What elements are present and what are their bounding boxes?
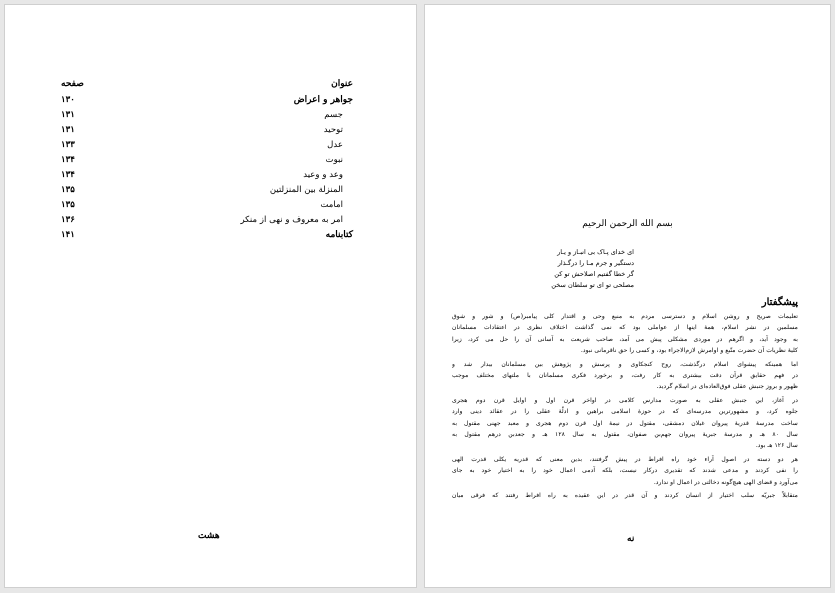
right-page <box>424 4 831 588</box>
poem-line: دستگیر و جرم مـا را درگـذار <box>557 259 634 267</box>
text-line: در فهم حقایق قرآن دقت بیشتری به کار رفت، و برخورد فکری مسلمانان با ملتهای مختلف موجب <box>452 372 798 380</box>
toc-entry <box>61 155 353 170</box>
poem-line: گر خطا گفتیم اصلاحش تو کن <box>554 270 634 278</box>
opening-poem <box>484 247 634 291</box>
left-page <box>4 4 417 588</box>
toc-entry <box>61 200 353 215</box>
text-line: مسلمین در نشر اسلام، همهٔ اینها از عواملی بود که نمی گذاشت اختلاف نظری در اعتقادات مسلمانان <box>452 324 798 332</box>
toc-entry-title: جواهر و اعراض <box>293 95 353 105</box>
text-line: در آغاز، این جنبش عقلی به صورت مدارس کلامی در اواخر قرن اول و اوایل قرن دوم هجری <box>452 396 798 404</box>
page-number: هشت <box>198 531 220 541</box>
toc-entry-title: کتابنامه <box>325 230 353 240</box>
text-line: سال ۸۰ هـ و مدرسهٔ جبریهٔ پیروان جهم‌بن صفوان، مقتول به سال ۱۲۸ هـ و جعدبن درهم مقتول به <box>452 431 798 439</box>
paragraph <box>452 395 798 452</box>
basmala-heading: بسم الله الرحمن الرحیم <box>582 219 673 229</box>
toc-entry-title: امر به معروف و نهی از منکر <box>240 215 343 225</box>
toc-entry-page: ۱۳۳ <box>61 140 75 150</box>
paragraph <box>452 490 798 501</box>
toc-entry-title: جسم <box>324 110 343 120</box>
text-line: سال ۱۲۶ هـ بود. <box>755 442 798 450</box>
toc-header <box>61 79 353 95</box>
text-line: ظهور و بروز جنبش عقلی فوق‌العاده‌ای در اسلام گردید. <box>656 383 798 391</box>
toc-entry-page: ۱۳۴ <box>61 155 75 165</box>
poem-line: ای خدای پـاک بی انبـاز و یـار <box>557 248 634 256</box>
toc-entry-title: نبوت <box>325 155 343 165</box>
toc-header-page: صفحه <box>61 79 84 89</box>
toc-entry-page: ۱۳۴ <box>61 170 75 180</box>
paragraph <box>452 359 798 393</box>
toc-entry <box>61 230 353 245</box>
text-line: هر دو دسته در اصول آراء خود راه افراط در پیش گرفتند، بدین معنی که قدریه یکلی قدرت الهی <box>452 455 798 463</box>
toc-entry <box>61 110 353 125</box>
text-line: جلوه کرد، و مشهورترین مدرسه‌ای که در حوزهٔ اسلامی براهین و ادلّهٔ عقلی را در عقائد دینی وارد <box>452 408 798 416</box>
toc-entry <box>61 125 353 140</box>
page-number: نه <box>627 534 635 544</box>
foreword-body <box>452 311 798 504</box>
text-line: را نفی کردند و مدعی شدند که تقدیری درکار نیست، بلکه آدمی اعمال خود را به اختیار خود به جای <box>452 467 798 475</box>
text-line: می‌آورد و قضای الهی هیچ‌گونه دخالتی در اعمال او ندارد. <box>653 478 798 486</box>
toc-entry-page: ۱۳۶ <box>61 215 75 225</box>
toc-entry-title: المنزلة بین المنزلتین <box>269 185 343 195</box>
toc-entry-page: ۱۴۱ <box>61 230 75 240</box>
toc-entry-page: ۱۳۵ <box>61 185 75 195</box>
table-of-contents <box>61 79 353 245</box>
toc-entry <box>61 215 353 230</box>
toc-entry-title: وعد و وعید <box>303 170 343 180</box>
toc-entry <box>61 140 353 155</box>
toc-entry-page: ۱۳۱ <box>61 110 75 120</box>
toc-entry <box>61 95 353 110</box>
toc-entry <box>61 170 353 185</box>
toc-entry-title: عدل <box>327 140 343 150</box>
text-line: تعلیمات صریح و روشن اسلام و دسترسی مردم به منبع وحی و اقتدار کلی پیامبر(ص) و شور و شوق <box>452 313 798 320</box>
paragraph <box>452 454 798 488</box>
toc-entry-title: توحید <box>323 125 343 135</box>
toc-entry-page: ۱۳۱ <box>61 125 75 135</box>
paragraph <box>452 311 798 357</box>
toc-entry-page: ۱۳۵ <box>61 200 75 210</box>
toc-entry-title: امامت <box>320 200 343 210</box>
toc-header-title: عنوان <box>331 79 353 89</box>
text-line: متقابلاً جبریّه سلب اختیار از انسان کردند و آن قدر در این عقیده به راه افراط رفتند که فرقی میان <box>452 492 798 500</box>
toc-entry-page: ۱۳۰ <box>61 95 75 105</box>
toc-entry <box>61 185 353 200</box>
poem-line: مصلحی تو ای تو سلطان سخن <box>551 281 634 289</box>
text-line: ساخت مدرسهٔ قدریهٔ پیروان غیلان دمشقی، مقتول در نیمهٔ اول قرن دوم هجری و معبد جهنی مقتول به <box>452 419 798 427</box>
text-line: کلیهٔ نظریات آن حضرت متّبع و اوامرش لازم‌الاجراء بود، و کسی را حق ناقرمانی نبود. <box>580 347 798 355</box>
text-line: اما همینکه پیشوای اسلام درگذشت، روح کنجکاوی و پرسش و پژوهش بین مسلمانان بیدار شد و <box>452 360 798 368</box>
section-title: پیشگفتار <box>761 297 798 308</box>
text-line: به وجود آید، و اگرهم در موردی مشکلی پیش می آمد، صاحب شریعت به آسانی آن را حل می کرد، زیرا <box>452 335 798 343</box>
